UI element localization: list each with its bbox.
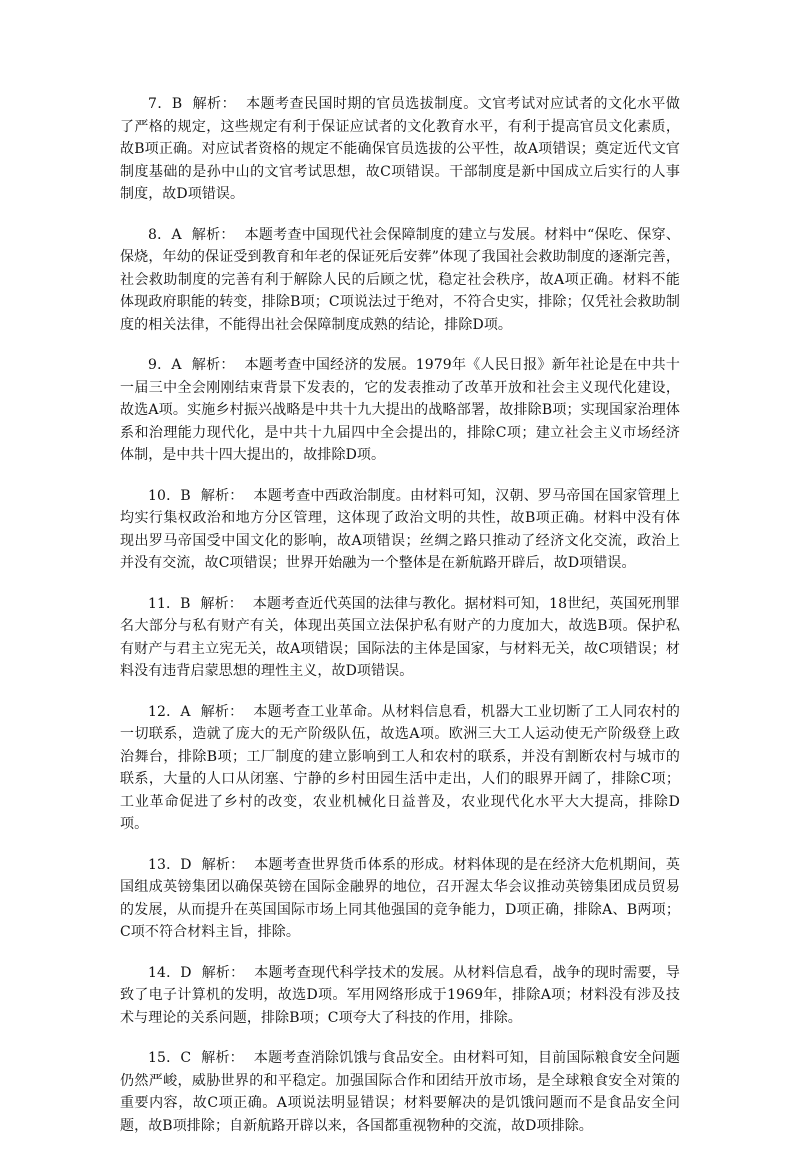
analysis-label: 解析： (191, 357, 235, 373)
answer-item-10 (120, 485, 680, 575)
answer-item-11 (120, 593, 680, 683)
analysis-label: 解析： (201, 856, 245, 873)
analysis-label: 解析： (200, 487, 244, 504)
answer-item-12 (120, 701, 680, 836)
analysis-label: 解析： (201, 1050, 244, 1066)
analysis-text: 本题考查现代科学技术的发展。从材料信息看，战争的现时需要，导致了电子计算机的发明，故选D项。军用网络形成于1969年，排除A项；材料没有涉及技术与理论的关系问题，排除B项；C项夸大了科技的作用，排除。 (120, 964, 680, 1026)
answer-item-8 (120, 224, 680, 337)
analysis-text: 本题考查中国经济的发展。1979年《人民日报》新年社论是在中共十一届三中全会刚刚结束背景下发表的，它的发表推动了改革开放和社会主义现代化建设，故选A项。实施乡村振兴战略是中共十九大提出的战略部署，故排除B项；实现国家治理体系和治理能力现代化，是中共十九届四中全会提出的，排除C项；建立社会主义市场经济体制，是中共十四大提出的，故排除D项。 (120, 357, 680, 463)
analysis-text: 本题考查消除饥饿与食品安全。由材料可知，目前国际粮食安全问题仍然严峻，威胁世界的和平稳定。加强国际合作和团结开放市场，是全球粮食安全对策的重要内容，故C项正确。A项说法明显错误；材料要解决的是饥饿问题而不是食品安全问题，故B项排除；自新航路开辟以来，各国都重视物种的交流，故D项排除。 (120, 1050, 680, 1134)
analysis-label: 解析： (191, 226, 235, 243)
answer-number: 14．D (148, 964, 192, 981)
analysis-label: 解析： (200, 595, 243, 612)
analysis-label: 解析： (200, 703, 244, 720)
analysis-text: 本题考查中西政治制度。由材料可知，汉朝、罗马帝国在国家管理上均实行集权政治和地方分区管理，这体现了政治文明的共性，故B项正确。材料中没有体现出罗马帝国受中国文化的影响，故A项错误；丝绸之路只推动了经济文化交流，政治上并没有交流，故C项错误；世界开始融为一个整体是在新航路开辟后，故D项错误。 (120, 487, 680, 571)
answer-item-9 (120, 354, 680, 467)
analysis-text: 本题考查民国时期的官员选拔制度。文官考试对应试者的文化水平做了严格的规定，这些规定有利于保证应试者的文化教育水平，有利于提高官员文化素质，故B项正确。对应试者资格的规定不能确保官员选拔的公平性，故A项错误；奠定近代文官制度基础的是孙中山的文官考试思想，故C项错误。干部制度是新中国成立后实行的人事制度，故D项错误。 (120, 96, 680, 202)
analysis-label: 解析： (201, 964, 245, 981)
answer-number: 12．A (148, 703, 191, 720)
answer-number: 15．C (148, 1050, 192, 1066)
analysis-text: 本题考查世界货币体系的形成。材料体现的是在经济大危机期间，英国组成英镑集团以确保英镑在国际金融界的地位，召开渥太华会议推动英镑集团成员贸易的发展，从而提升在英国国际市场上同其他强国的竞争能力，D项正确，排除A、B两项；C项不符合材料主旨，排除。 (120, 856, 680, 940)
answer-explanations (120, 93, 680, 1155)
answer-item-13 (120, 854, 680, 944)
answer-number: 11．B (148, 595, 191, 612)
answer-number: 10．B (148, 487, 191, 504)
answer-item-14 (120, 962, 680, 1030)
answer-number: 8．A (148, 226, 182, 243)
analysis-text: 本题考查工业革命。从材料信息看，机器大工业切断了工人同农村的一切联系，造就了庞大的无产阶级队伍，故选A项。欧洲三大工人运动使无产阶级登上政治舞台，排除B项；工厂制度的建立影响到工人和农村的联系，并没有割断农村与城市的联系，大量的人口从闭塞、宁静的乡村田园生活中走出，人们的眼界开阔了，排除C项；工业革命促进了乡村的改变，农业机械化日益普及，农业现代化水平大大提高，排除D项。 (120, 703, 681, 832)
analysis-text: 本题考查中国现代社会保障制度的建立与发展。材料中“保吃、保穿、保烧，年幼的保证受到教育和年老的保证死后安葬”体现了我国社会救助制度的逐渐完善，社会救助制度的完善有利于解除人民的后顾之忧，稳定社会秩序，故A项正确。材料不能体现政府职能的转变，排除B项；C项说法过于绝对，不符合史实，排除；仅凭社会救助制度的相关法律，不能得出社会保障制度成熟的结论，排除D项。 (120, 226, 680, 333)
answer-item-7 (120, 93, 680, 206)
answer-number: 9．A (148, 357, 182, 373)
analysis-text: 本题考查近代英国的法律与教化。据材料可知，18世纪，英国死刑罪名大部分与私有财产有关，体现出英国立法保护私有财产的力度加大，故选B项。保护私有财产与君主立宪无关，故A项错误；国际法的主体是国家，与材料无关，故C项错误；材料没有违背启蒙思想的理性主义，故D项错误。 (120, 595, 680, 679)
answer-number: 13．D (148, 856, 192, 873)
answer-number: 7．B (148, 96, 183, 112)
analysis-label: 解析： (192, 96, 237, 112)
answer-item-15 (120, 1047, 680, 1137)
